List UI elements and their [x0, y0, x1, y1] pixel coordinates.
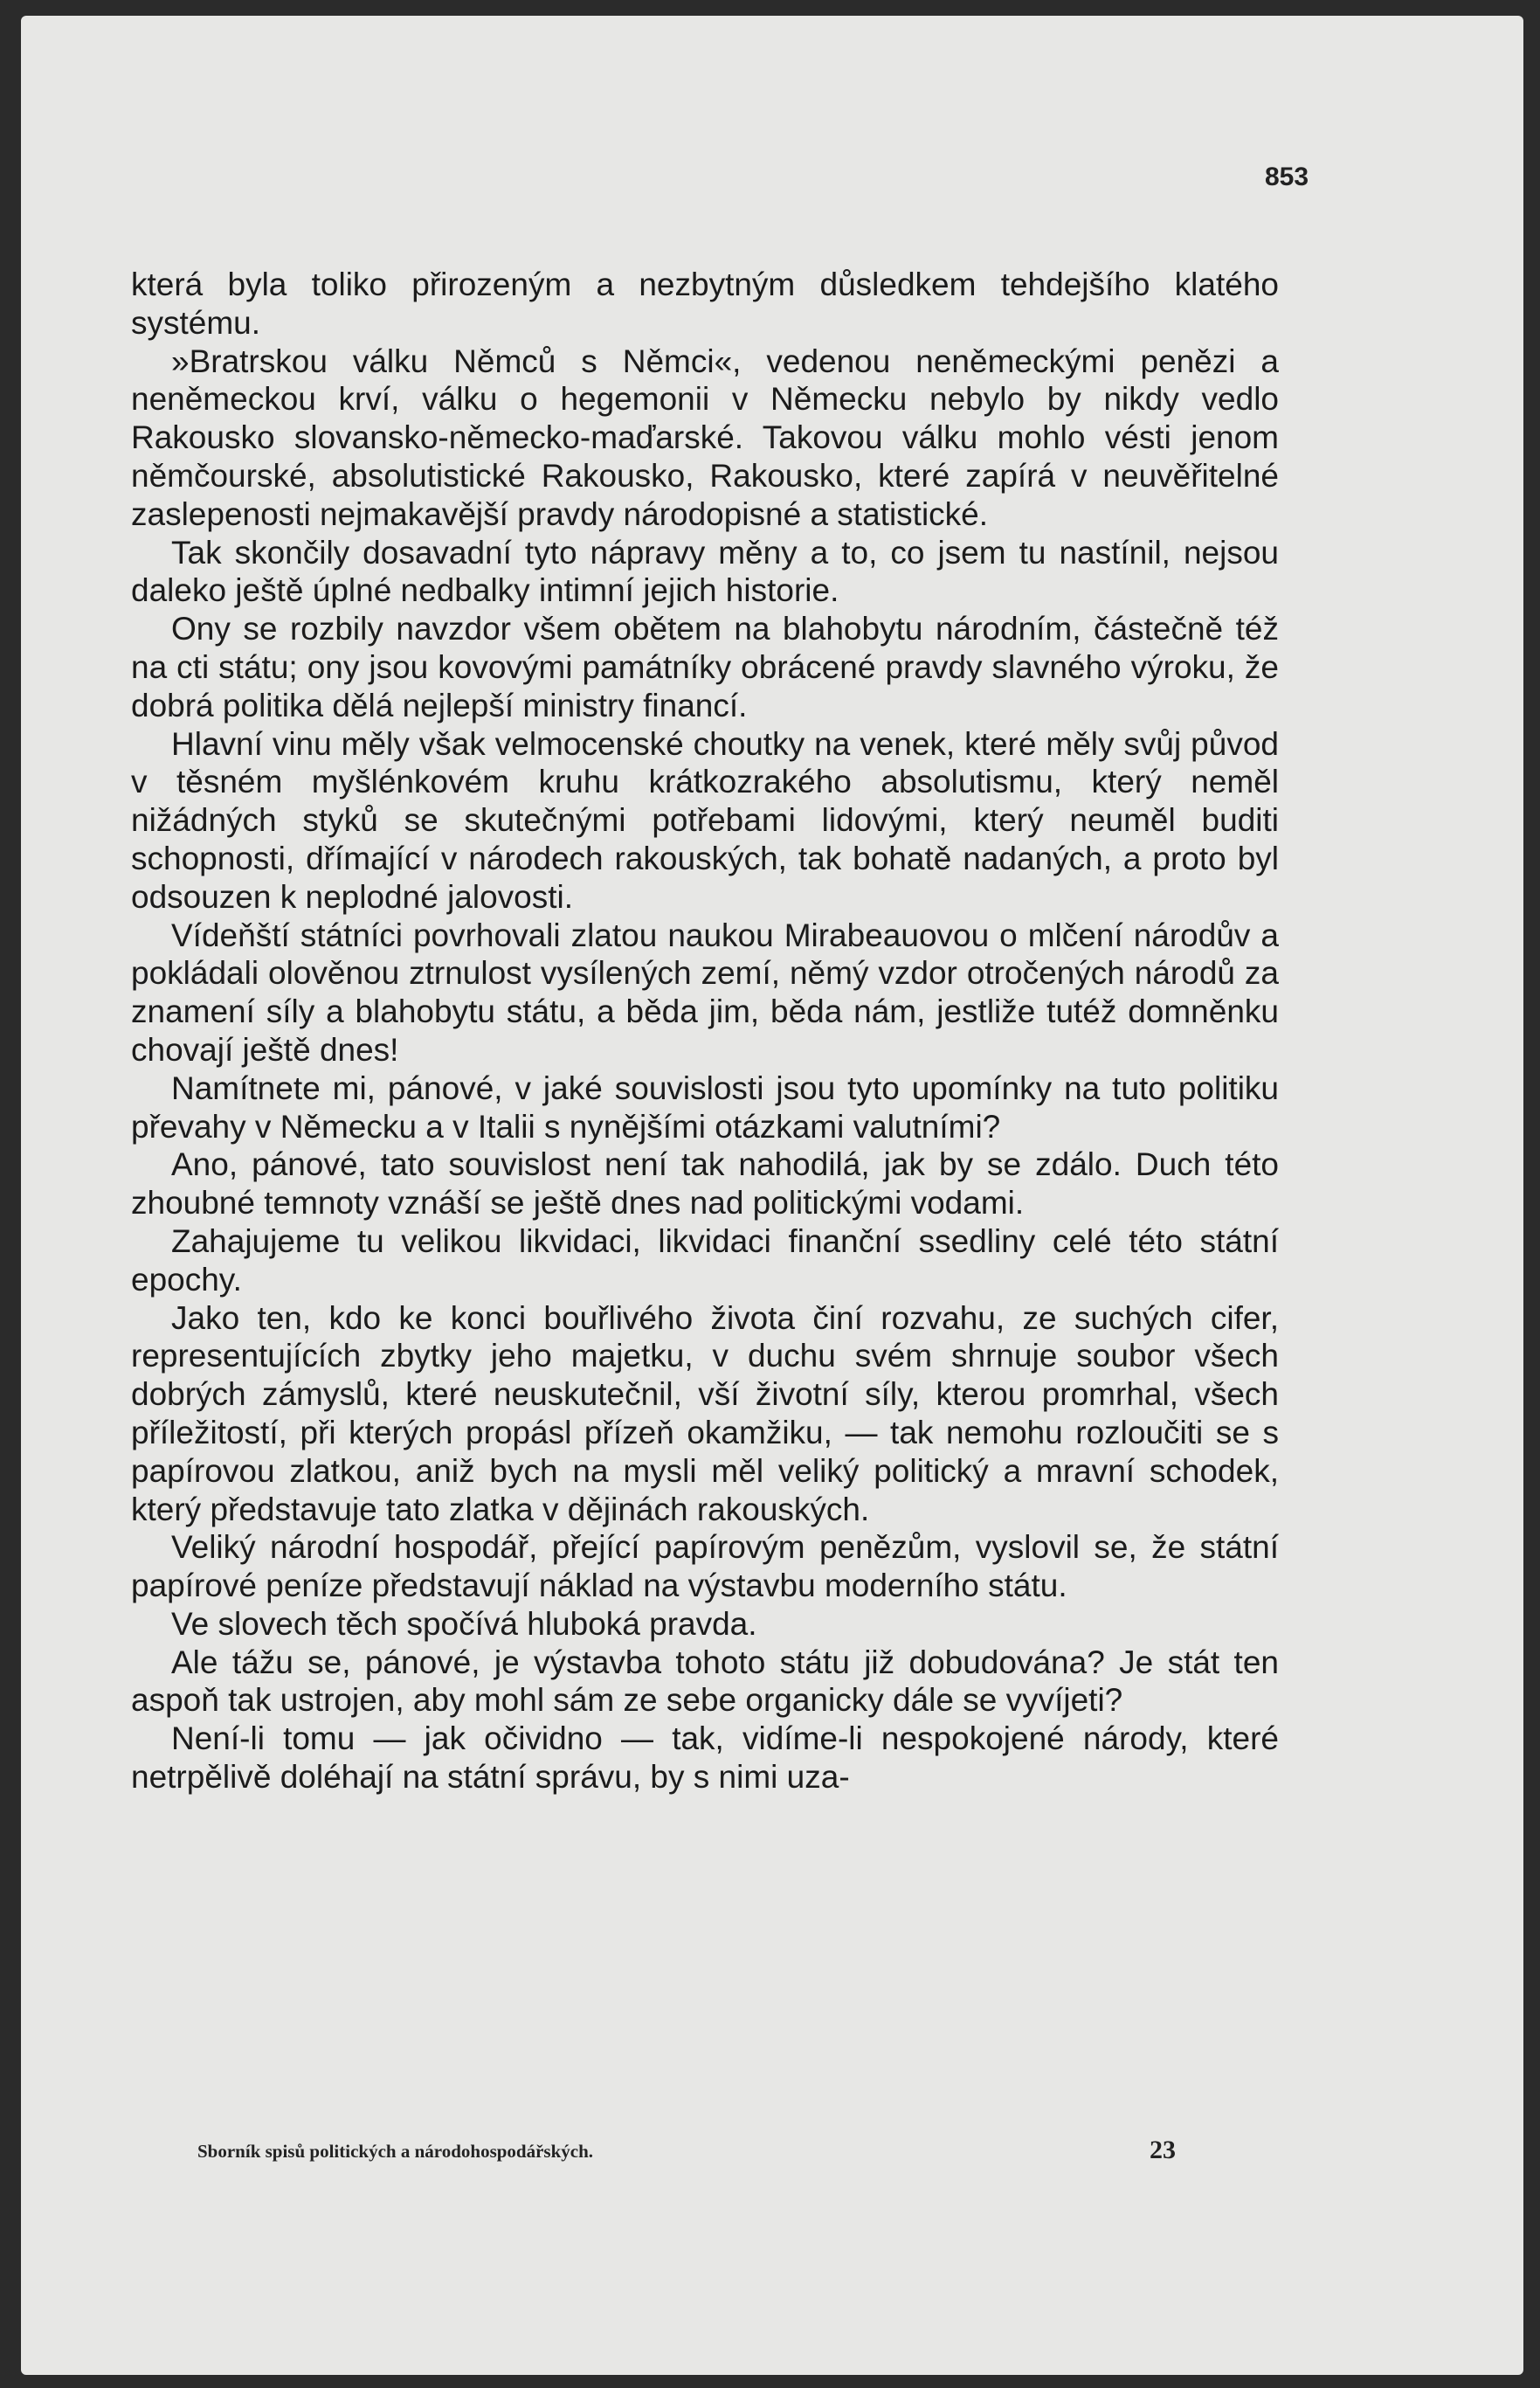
body-text [131, 266, 1279, 1796]
paragraph: Ony se rozbily navzdor všem obětem na blahobytu národním, částečně též na cti státu; ony jsou kovovými památníky obrácené pravdy slavného výroku, že dobrá politika dělá nejlepší ministry financí. [131, 611, 1279, 723]
paragraph: Ano, pánové, tato souvislost není tak nahodilá, jak by se zdálo. Duch této zhoubné temnoty vznáší se ještě dnes nad politickými vodami. [131, 1146, 1279, 1222]
page-footer [197, 2135, 1279, 2164]
paragraph: Namítnete mi, pánové, v jaké souvislosti jsou tyto upomínky na tuto politiku převahy v Německu a v Italii s nynějšími otázkami valutními? [131, 1069, 1279, 1145]
paragraph: »Bratrskou válku Němců s Němci«, vedenou neněmeckými penězi a neněmeckou krví, válku o hegemonii v Německu nebylo by nikdy vedlo Rakousko slovansko-německo-maďarské. Takovou válku mohlo vésti jenom němčourské, absolutistické Rakousko, Rakousko, které zapírá v neuvěřitelné zaslepenosti nejmakavější pravdy národopisné a statistické. [131, 343, 1279, 532]
paragraph: která byla toliko přirozeným a nezbytným důsledkem tehdejšího klatého systému. [131, 266, 1279, 341]
document-page [21, 16, 1523, 2375]
paragraph: Ve slovech těch spočívá hluboká pravda. [171, 1605, 757, 1642]
paragraph: Veliký národní hospodář, přející papírovým penězům, vyslovil se, že státní papírové peníze představují náklad na výstavbu moderního státu. [131, 1529, 1279, 1604]
paragraph: Vídeňští státníci povrhovali zlatou naukou Mirabeauovou o mlčení národův a pokládali olověnou ztrnulost vysílených zemí, němý vzdor otročených národů za znamení síly a blahobytu státu, a běda jim, běda nám, jestliže tutéž domněnku chovají ještě dnes! [131, 917, 1279, 1068]
paragraph: Hlavní vinu měly však velmocenské choutky na venek, které měly svůj původ v těsném myšlénkovém kruhu krátkozrakého absolutismu, který neměl nižádných styků se skutečnými potřebami lidovými, který neuměl buditi schopnosti, dřímající v národech rakouských, tak bohatě nadaných, a proto byl odsouzen k neplodné jalovosti. [131, 725, 1279, 915]
paragraph: Jako ten, kdo ke konci bouřlivého života činí rozvahu, ze suchých cifer, representujících zbytky jeho majetku, v duchu svém shrnuje soubor všech dobrých zámyslů, které neuskutečnil, vší životní síly, kterou promrhal, všech příležitostí, při kterých propásl přízeň okamžiku, — tak nemohu rozloučiti se s papírovou zlatkou, aniž bych na mysli měl veliký politický a mravní schodek, který představuje tato zlatka v dějinách rakouských. [131, 1299, 1279, 1527]
footer-signature: Sborník spisů politických a národohospodářských. [197, 2141, 594, 2162]
paragraph: Tak skončily dosavadní tyto nápravy měny a to, co jsem tu nastínil, nejsou daleko ještě úplné nedbalky intimní jejich historie. [131, 534, 1279, 609]
paragraph: Ale tážu se, pánové, je výstavba tohoto státu již dobudována? Je stát ten aspoň tak ustrojen, aby mohl sám ze sebe organicky dále se vyvíjeti? [131, 1644, 1279, 1719]
paragraph: Zahajujeme tu velikou likvidaci, likvidaci finanční ssedliny celé této státní epochy. [131, 1222, 1279, 1298]
sheet-number: 23 [1150, 2135, 1176, 2164]
page-number: 853 [1265, 163, 1309, 191]
paragraph: Není-li tomu — jak očividno — tak, vidíme-li nespokojené národy, které netrpělivě doléhají na státní správu, by s nimi uza- [131, 1720, 1279, 1796]
